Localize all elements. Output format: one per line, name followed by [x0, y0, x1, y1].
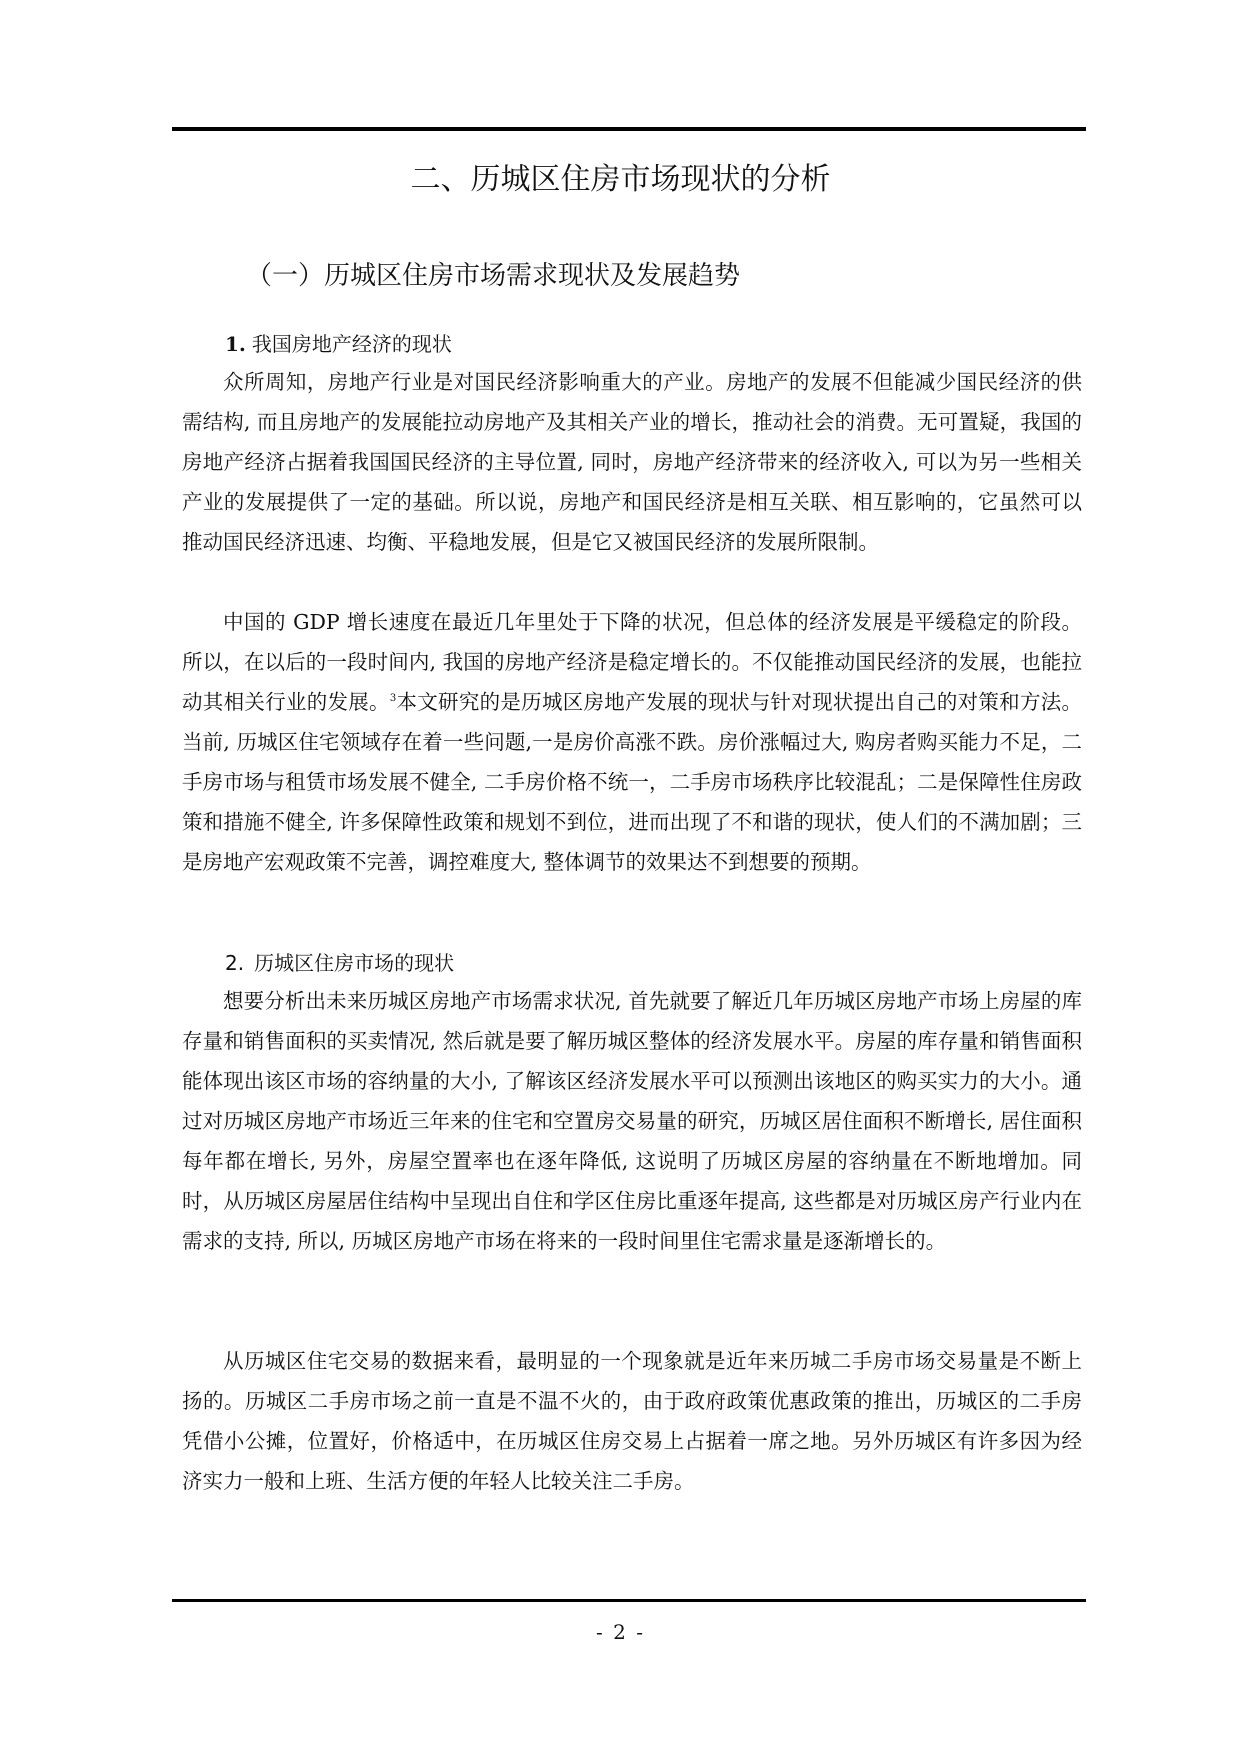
section-title: 二、历城区住房市场现状的分析: [410, 162, 831, 197]
footer-rule: [172, 1599, 1086, 1602]
heading-1-number: 1.: [225, 332, 246, 356]
heading-2-number: 2.: [225, 951, 245, 975]
paragraph-1: 众所周知，房地产行业是对国民经济影响重大的产业。房地产的发展不但能减少国民经济的供需结构, 而且房地产的发展能拉动房地产及其相关产业的增长，推动社会的消费。无可置疑，我国的房地产经济占据着我国国民经济的主导位置, 同时，房地产经济带来的经济收入, 可以为另一些相关产业的发展提供了一定的基础。所以说，房地产和国民经济是相互关联、相互影响的，它虽然可以推动国民经济迅速、均衡、平稳地发展，但是它又被国民经济的发展所限制。: [182, 370, 1082, 554]
paragraph-2: [182, 602, 1082, 882]
page-number: - 2 -: [596, 1620, 645, 1644]
paragraph-2-text: 中国的 GDP 增长速度在最近几年里处于下降的状况，但总体的经济发展是平缓稳定的阶段。所以，在以后的一段时间内, 我国的房地产经济是稳定增长的。不仅能推动国民经济的发展，也能拉动其相关行业的发展。: [182, 610, 1082, 714]
heading-1: [225, 329, 452, 359]
paragraph-4: 从历城区住宅交易的数据来看，最明显的一个现象就是近年来历城二手房市场交易量是不断上扬的。历城区二手房市场之前一直是不温不火的，由于政府政策优惠政策的推出，历城区的二手房凭借小公摊，位置好，价格适中，在历城区住房交易上占据着一席之地。另外历城区有许多因为经济实力一般和上班、生活方便的年轻人比较关注二手房。: [182, 1349, 1082, 1493]
footnote-marker: 3: [389, 693, 397, 705]
subsection-title: （一）历城区住房市场需求现状及发展趋势: [246, 261, 741, 291]
header-rule: [172, 127, 1086, 131]
paragraph-2-continued: 本文研究的是历城区房地产发展的现状与针对现状提出自己的对策和方法。当前, 历城区住宅领域存在着一些问题,一是房价高涨不跌。房价涨幅过大, 购房者购买能力不足，二手房市场与租赁市场发展不健全, 二手房价格不统一，二手房市场秩序比较混乱；二是保障性住房政策和措施不健全, 许多保障性政策和规划不到位，进而出现了不和谐的现状，使人们的不满加剧；三是房地产宏观政策不完善，调控难度大, 整体调节的效果达不到想要的预期。: [182, 690, 1083, 874]
heading-2-text: 历城区住房市场的现状: [254, 951, 455, 975]
heading-1-text: 我国房地产经济的现状: [251, 332, 452, 356]
heading-2: [225, 948, 454, 978]
paragraph-3: 想要分析出未来历城区房地产市场需求状况, 首先就要了解近几年历城区房地产市场上房屋的库存量和销售面积的买卖情况, 然后就是要了解历城区整体的经济发展水平。房屋的库存量和销售面积能体现出该区市场的容纳量的大小, 了解该区经济发展水平可以预测出该地区的购买实力的大小。通过对历城区房地产市场近三年来的住宅和空置房交易量的研究，历城区居住面积不断增长, 居住面积每年都在增长, 另外，房屋空置率也在逐年降低, 这说明了历城区房屋的容纳量在不断地增加。同时，从历城区房屋居住结构中呈现出自住和学区住房比重逐年提高, 这些都是对历城区房产行业内在需求的支持, 所以, 历城区房地产市场在将来的一段时间里住宅需求量是逐渐增长的。: [182, 989, 1082, 1253]
